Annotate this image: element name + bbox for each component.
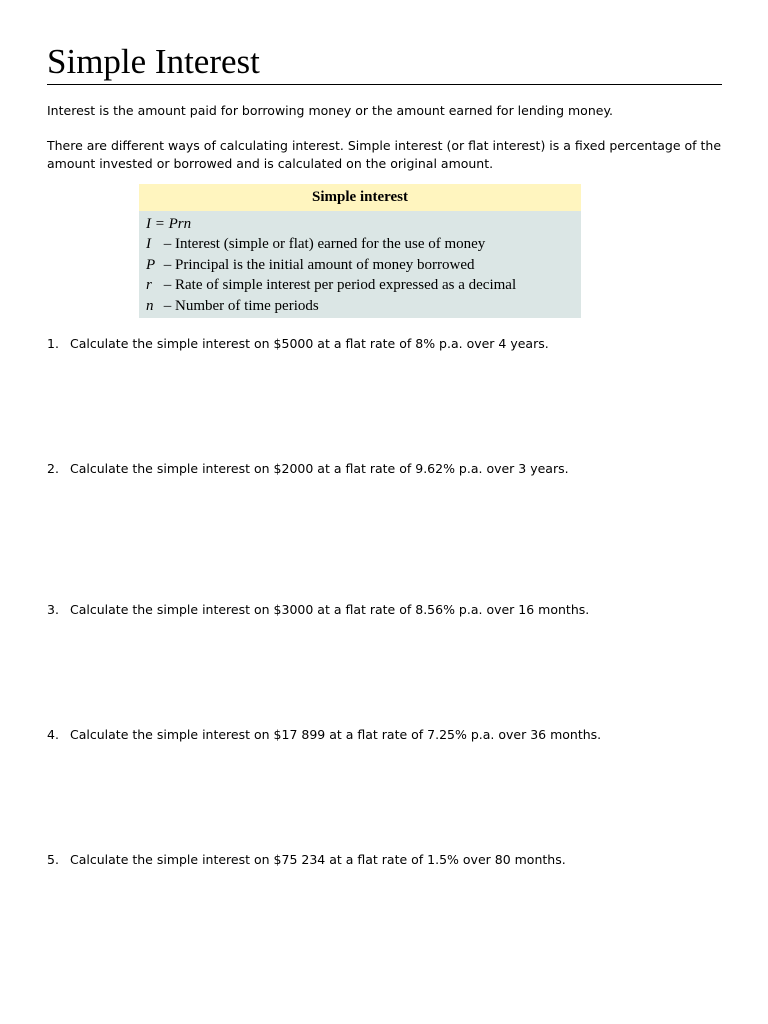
question-5	[47, 851, 727, 869]
definition-periods	[146, 296, 581, 316]
definition-rate	[146, 275, 581, 295]
definition-text: – Number of time periods	[163, 297, 319, 314]
definition-symbol: n	[146, 297, 154, 314]
question-text: Calculate the simple interest on $17 899 at a flat rate of 7.25% p.a. over 36 months.	[70, 727, 602, 742]
definition-interest	[146, 234, 581, 254]
formula-definitions	[139, 211, 581, 316]
intro-paragraph-1: Interest is the amount paid for borrowing money or the amount earned for lending money.	[47, 103, 614, 118]
formula-box	[139, 184, 581, 318]
equation-text: I = Prn	[146, 216, 192, 232]
question-number: 2.	[47, 461, 59, 476]
definition-text: – Interest (simple or flat) earned for the use of money	[163, 236, 486, 253]
question-4	[47, 726, 727, 744]
question-text: Calculate the simple interest on $3000 at a flat rate of 8.56% p.a. over 16 months.	[70, 602, 590, 617]
question-2	[47, 460, 727, 478]
question-number: 1.	[47, 336, 59, 351]
definition-symbol: P	[146, 256, 156, 273]
title-divider	[47, 84, 722, 85]
question-text: Calculate the simple interest on $5000 at a flat rate of 8% p.a. over 4 years.	[70, 336, 549, 351]
definition-symbol: r	[146, 277, 152, 294]
intro-paragraph-2: There are different ways of calculating interest. Simple interest (or flat interest) is a fixed percentage of the amount invested or borrowed and is calculated on the original amount.	[47, 138, 722, 171]
question-text: Calculate the simple interest on $2000 at a flat rate of 9.62% p.a. over 3 years.	[70, 461, 569, 476]
definition-principal	[146, 255, 581, 275]
formula-equation	[146, 214, 581, 234]
question-3	[47, 601, 727, 619]
question-1	[47, 335, 727, 353]
question-number: 4.	[47, 727, 59, 742]
definition-symbol: I	[146, 236, 151, 253]
definition-text: – Rate of simple interest per period expressed as a decimal	[163, 277, 517, 294]
page-title: Simple Interest	[47, 42, 260, 81]
definition-text: – Principal is the initial amount of money borrowed	[163, 256, 475, 273]
question-number: 3.	[47, 602, 59, 617]
question-text: Calculate the simple interest on $75 234 at a flat rate of 1.5% over 80 months.	[70, 852, 566, 867]
formula-heading: Simple interest	[139, 184, 581, 211]
question-number: 5.	[47, 852, 59, 867]
